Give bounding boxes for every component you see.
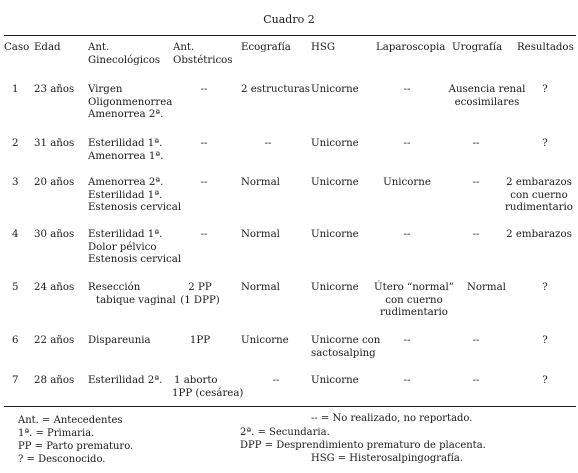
cell-resultados: ?	[542, 138, 548, 149]
cell-urografia: --	[472, 229, 480, 240]
cell-urografia: --	[472, 177, 480, 188]
footnote-no-realizado: -- = No realizado, no reportado.	[311, 413, 473, 424]
cell-ant-ginecologicos: Esterilidad 2ª.	[88, 375, 163, 386]
footnote-dpp: DPP = Desprendimiento prematuro de placenta.	[240, 440, 486, 451]
cell-urografia: --	[472, 375, 480, 386]
header-resultados: Resultados	[517, 42, 574, 53]
cell-laparoscopia: --	[403, 138, 411, 149]
cell-resultados: 2 embarazos	[506, 229, 572, 240]
header-ant-ginecologicos: Ant. Ginecológicos	[88, 42, 161, 66]
cell-ant-ginecologicos: Dispareunia	[88, 335, 151, 346]
cell-resultados: ?	[542, 84, 548, 95]
cell-edad: 31 años	[34, 138, 75, 149]
cell-caso: 5	[12, 282, 19, 293]
cell-resultados: 2 embarazos con cuerno rudimentario	[505, 177, 573, 213]
cell-ecografia: 2 estructuras	[241, 84, 311, 95]
header-laparoscopia: Laparoscopia	[376, 42, 446, 53]
cell-edad: 28 años	[34, 375, 75, 386]
table-title: Cuadro 2	[263, 13, 315, 26]
cell-caso: 3	[12, 177, 19, 188]
footnote-pp: PP = Parto prematuro.	[18, 441, 134, 452]
table-bottom-rule	[4, 406, 576, 407]
cell-hsg: Unicorne	[311, 138, 359, 149]
header-caso: Caso	[4, 42, 30, 53]
cell-resultados: ?	[542, 282, 548, 293]
cell-caso: 2	[12, 138, 19, 149]
cell-ant-ginecologicos: Virgen Oligonmenorrea Amenorrea 2ª.	[88, 84, 173, 120]
cell-ecografia: Normal	[241, 282, 280, 293]
table-top-rule	[4, 35, 576, 36]
cell-hsg: Unicorne con sactosalping	[311, 335, 381, 359]
header-ant-obstetricos: Ant. Obstétricos	[173, 42, 233, 66]
cell-laparoscopia: Unicorne	[383, 177, 431, 188]
cell-laparoscopia: --	[403, 229, 411, 240]
cell-ant-obstetricos: 1 aborto 1PP (cesárea)	[172, 375, 244, 399]
header-urografia: Urografía	[452, 42, 503, 53]
cell-ant-obstetricos: 2 PP (1 DPP)	[180, 282, 220, 306]
cell-urografia: --	[472, 335, 480, 346]
cell-hsg: Unicorne	[311, 229, 359, 240]
cell-ecografia: --	[264, 138, 272, 149]
cell-edad: 20 años	[34, 177, 75, 188]
cell-caso: 7	[12, 375, 19, 386]
cell-laparoscopia: --	[403, 375, 411, 386]
cell-ant-obstetricos: --	[200, 138, 208, 149]
cell-ecografia: Normal	[241, 177, 280, 188]
cell-hsg: Unicorne	[311, 84, 359, 95]
header-ecografia: Ecografía	[241, 42, 291, 53]
cell-caso: 6	[12, 335, 19, 346]
header-edad: Edad	[34, 42, 61, 53]
cell-ant-ginecologicos: Resección tabique vaginal	[88, 282, 176, 306]
cell-ecografia: --	[272, 375, 280, 386]
header-hsg: HSG	[311, 42, 336, 53]
cell-laparoscopia: --	[403, 84, 411, 95]
cell-laparoscopia: --	[403, 335, 411, 346]
cell-laparoscopia: Útero “normal” con cuerno rudimentario	[374, 282, 454, 318]
footnote-hsg: HSG = Histerosalpingografía.	[311, 453, 464, 464]
cell-urografia: Normal	[467, 282, 506, 293]
cell-urografia: Ausencia renal ecosimilares	[448, 84, 526, 108]
cell-edad: 24 años	[34, 282, 75, 293]
footnote-desconocido: ? = Desconocido.	[18, 454, 106, 465]
cell-ant-obstetricos: --	[200, 177, 208, 188]
cell-ant-ginecologicos: Amenorrea 2ª. Esterilidad 1ª. Estenosis cervical	[88, 177, 182, 213]
cell-ant-ginecologicos: Esterilidad 1ª. Amenorrea 1ª.	[88, 138, 164, 162]
footnote-secundaria: 2ª. = Secundaria.	[240, 427, 330, 438]
cell-edad: 30 años	[34, 229, 75, 240]
cell-ant-obstetricos: --	[200, 229, 208, 240]
cell-hsg: Unicorne	[311, 282, 359, 293]
cell-edad: 23 años	[34, 84, 75, 95]
cell-ecografia: Unicorne	[241, 335, 289, 346]
cell-caso: 4	[12, 229, 19, 240]
cell-urografia: --	[472, 138, 480, 149]
cell-resultados: ?	[542, 335, 548, 346]
cell-resultados: ?	[542, 375, 548, 386]
footnote-primaria: 1ª. = Primaria.	[18, 428, 95, 439]
cell-ecografia: Normal	[241, 229, 280, 240]
cell-caso: 1	[12, 84, 19, 95]
cell-hsg: Unicorne	[311, 177, 359, 188]
cell-ant-obstetricos: --	[200, 84, 208, 95]
cell-hsg: Unicorne	[311, 375, 359, 386]
cell-edad: 22 años	[34, 335, 75, 346]
footnote-ant: Ant. = Antecedentes	[18, 415, 123, 426]
cell-ant-ginecologicos: Esterilidad 1ª. Dolor pélvico Estenosis cervical	[88, 229, 182, 265]
cell-ant-obstetricos: 1PP	[189, 335, 211, 346]
